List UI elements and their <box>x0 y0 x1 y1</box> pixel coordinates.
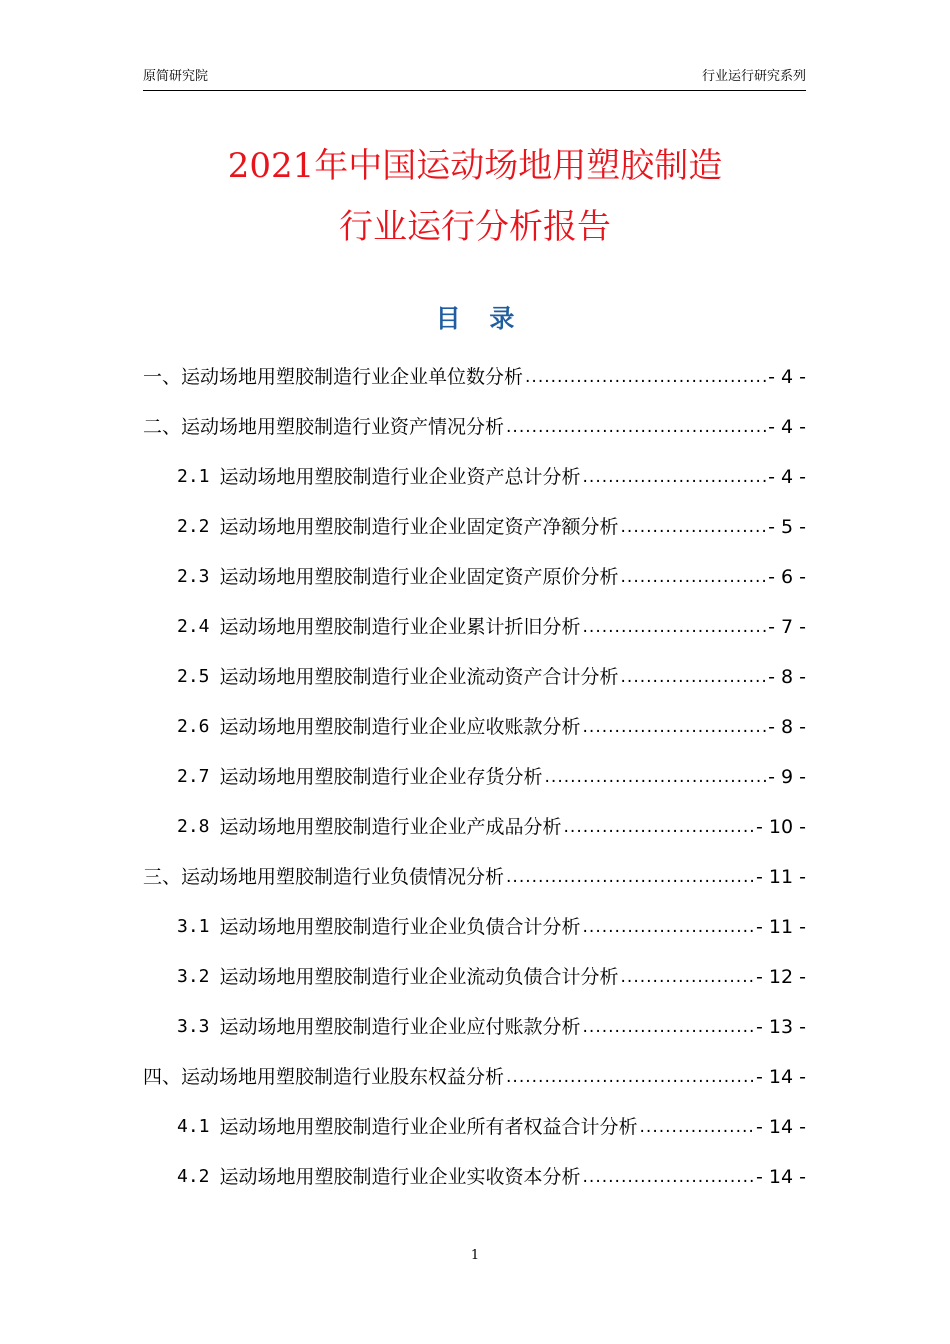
toc-entry-page: - 4 - <box>768 466 806 488</box>
toc-entry-page: - 8 - <box>768 666 806 688</box>
toc-entry[interactable] <box>143 352 806 402</box>
toc-entry[interactable] <box>143 852 806 902</box>
toc-entry[interactable] <box>143 952 806 1002</box>
toc-entry-number: 2.6 <box>177 716 210 737</box>
toc-entry-page: - 14 - <box>756 1166 806 1188</box>
toc-entry-number: 2.2 <box>177 516 210 537</box>
toc-dot-leader <box>640 1114 755 1140</box>
toc-dot-leader <box>621 514 767 540</box>
toc-entry-number: 3.1 <box>177 916 210 937</box>
header-publisher: 原简研究院 <box>143 69 209 84</box>
toc-entry-label: 运动场地用塑胶制造行业企业负债合计分析 <box>219 916 581 938</box>
report-title-line-1: 2021年中国运动场地用塑胶制造 <box>227 146 723 186</box>
toc-entry[interactable] <box>143 1152 806 1202</box>
toc-entry[interactable] <box>143 452 806 502</box>
toc-entry[interactable] <box>143 802 806 852</box>
toc-entry-label: 运动场地用塑胶制造行业企业应付账款分析 <box>219 1016 581 1038</box>
toc-entry-label: 运动场地用塑胶制造行业企业固定资产原价分析 <box>219 566 619 588</box>
toc-entry-label: 运动场地用塑胶制造行业企业固定资产净额分析 <box>219 516 619 538</box>
report-title-line-2: 行业运行分析报告 <box>339 207 611 247</box>
toc-entry-number: 2.8 <box>177 816 210 837</box>
toc-dot-leader <box>506 1064 754 1090</box>
toc-entry-label: 运动场地用塑胶制造行业企业实收资本分析 <box>219 1166 581 1188</box>
toc-dot-leader <box>621 964 755 990</box>
toc-entry-page: - 6 - <box>768 566 806 588</box>
toc-entry-page: - 11 - <box>756 866 806 888</box>
toc-entry-label: 运动场地用塑胶制造行业企业流动资产合计分析 <box>219 666 619 688</box>
toc-entry-number: 4.2 <box>177 1166 210 1187</box>
page-header <box>143 68 806 91</box>
toc-dot-leader <box>621 564 767 590</box>
toc-entry-number: 2.1 <box>177 466 210 487</box>
toc-entry-page: - 14 - <box>756 1066 806 1088</box>
toc-dot-leader <box>564 814 755 840</box>
toc-entry-label: 一、运动场地用塑胶制造行业企业单位数分析 <box>143 366 524 388</box>
toc-entry-number: 4.1 <box>177 1116 210 1137</box>
toc-dot-leader <box>583 714 767 740</box>
header-series: 行业运行研究系列 <box>701 69 806 84</box>
toc-entry-label: 运动场地用塑胶制造行业企业资产总计分析 <box>219 466 581 488</box>
toc-entry-label: 运动场地用塑胶制造行业企业产成品分析 <box>219 816 562 838</box>
toc-entry-page: - 5 - <box>768 516 806 538</box>
toc-entry-number: 2.5 <box>177 666 210 687</box>
toc-dot-leader <box>525 364 766 390</box>
toc-entry-label: 二、运动场地用塑胶制造行业资产情况分析 <box>143 416 505 438</box>
toc-entry-number: 2.3 <box>177 566 210 587</box>
toc-dot-leader <box>506 864 754 890</box>
toc-heading: 目 录 <box>435 304 525 333</box>
toc-entry[interactable] <box>143 752 806 802</box>
toc-entry[interactable] <box>143 902 806 952</box>
toc-dot-leader <box>621 664 767 690</box>
table-of-contents <box>143 352 806 1202</box>
toc-entry-page: - 8 - <box>768 716 806 738</box>
toc-entry-number: 3.2 <box>177 966 210 987</box>
toc-entry-label: 运动场地用塑胶制造行业企业应收账款分析 <box>219 716 581 738</box>
toc-entry[interactable] <box>143 1102 806 1152</box>
toc-entry-page: - 13 - <box>756 1016 806 1038</box>
toc-entry[interactable] <box>143 652 806 702</box>
toc-entry-number: 2.4 <box>177 616 210 637</box>
toc-entry-label: 运动场地用塑胶制造行业企业累计折旧分析 <box>219 616 581 638</box>
toc-entry[interactable] <box>143 1002 806 1052</box>
toc-entry-label: 运动场地用塑胶制造行业企业所有者权益合计分析 <box>219 1116 638 1138</box>
toc-entry-label: 运动场地用塑胶制造行业企业流动负债合计分析 <box>219 966 619 988</box>
toc-entry-number: 2.7 <box>177 766 210 787</box>
toc-entry-number: 3.3 <box>177 1016 210 1037</box>
toc-dot-leader <box>506 414 766 440</box>
toc-dot-leader <box>583 464 767 490</box>
toc-entry-page: - 12 - <box>756 966 806 988</box>
toc-entry-label: 四、运动场地用塑胶制造行业股东权益分析 <box>143 1066 505 1088</box>
toc-dot-leader <box>583 914 755 940</box>
toc-entry-page: - 10 - <box>756 816 806 838</box>
toc-dot-leader <box>545 764 767 790</box>
toc-dot-leader <box>583 614 767 640</box>
toc-entry-label: 运动场地用塑胶制造行业企业存货分析 <box>219 766 543 788</box>
toc-entry-page: - 7 - <box>768 616 806 638</box>
toc-entry[interactable] <box>143 402 806 452</box>
toc-entry-page: - 11 - <box>756 916 806 938</box>
toc-entry[interactable] <box>143 502 806 552</box>
toc-entry-page: - 14 - <box>756 1116 806 1138</box>
toc-entry[interactable] <box>143 1052 806 1102</box>
toc-dot-leader <box>583 1164 755 1190</box>
toc-entry-page: - 4 - <box>768 416 806 438</box>
toc-entry-page: - 9 - <box>768 766 806 788</box>
toc-entry[interactable] <box>143 552 806 602</box>
toc-entry[interactable] <box>143 602 806 652</box>
toc-entry-label: 三、运动场地用塑胶制造行业负债情况分析 <box>143 866 505 888</box>
toc-entry-page: - 4 - <box>768 366 806 388</box>
toc-entry[interactable] <box>143 702 806 752</box>
page-number: 1 <box>470 1248 480 1263</box>
toc-dot-leader <box>583 1014 755 1040</box>
